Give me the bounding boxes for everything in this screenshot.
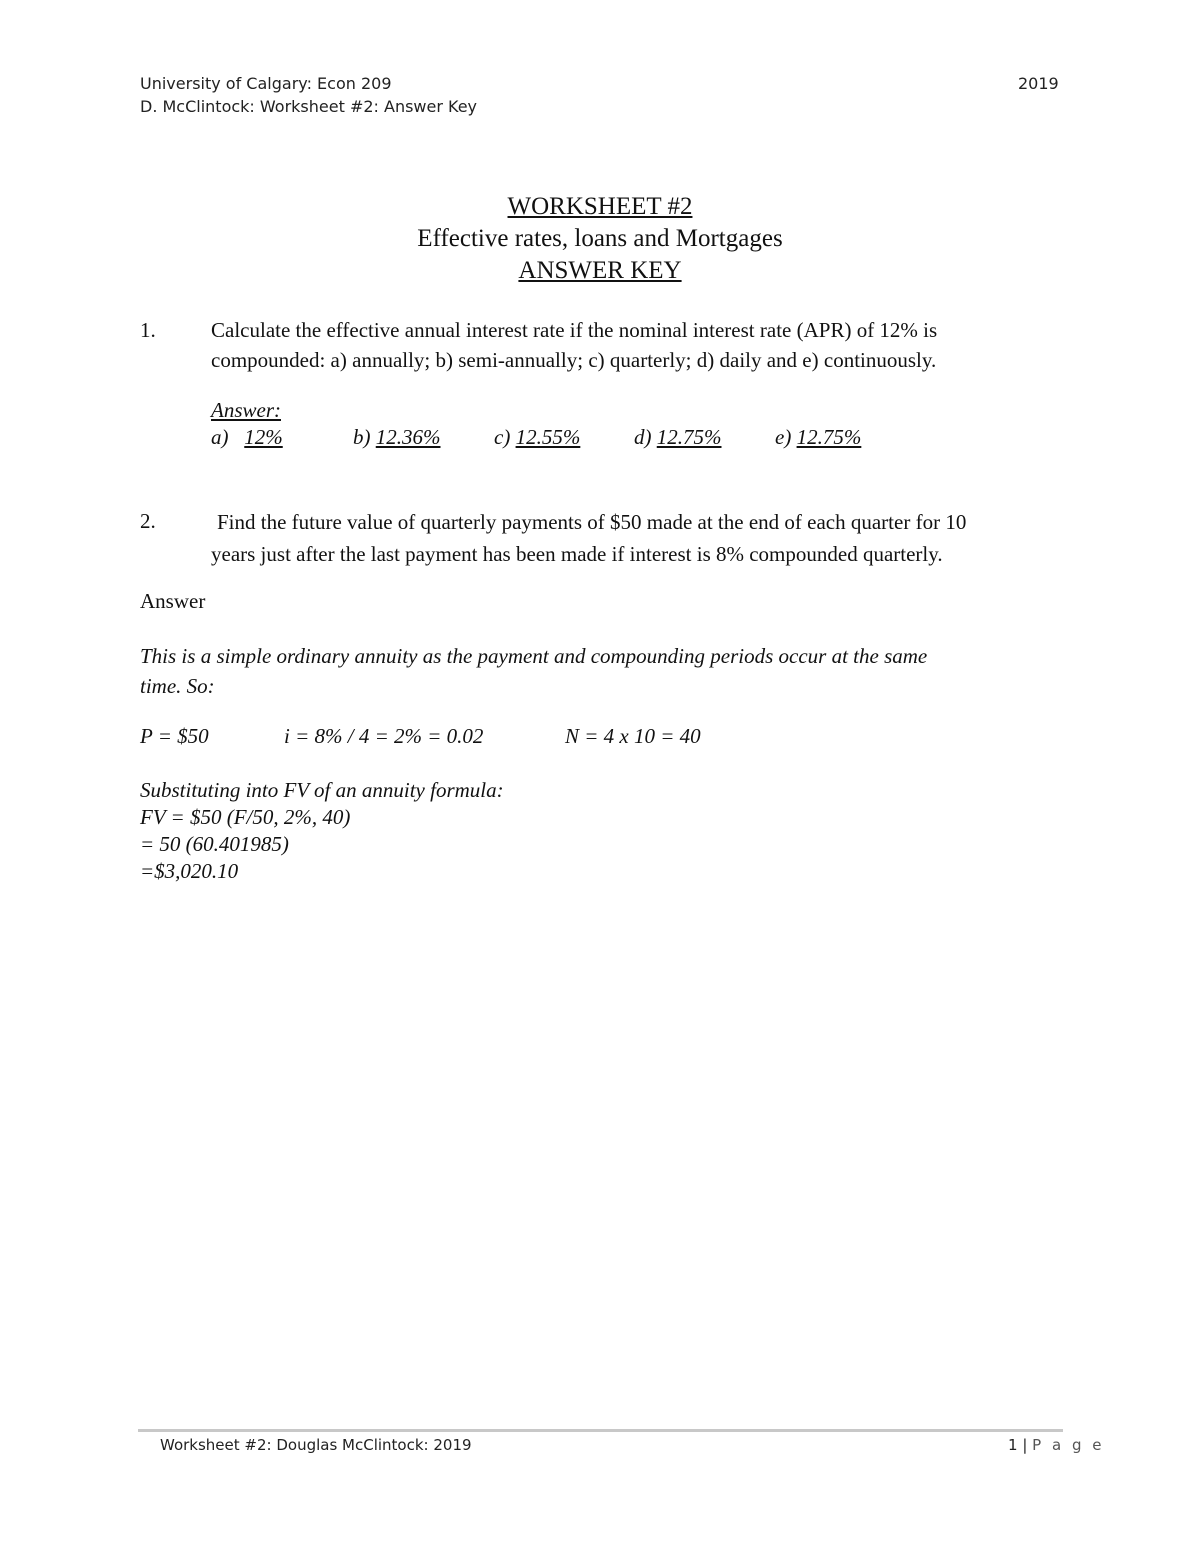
header-year: 2019 xyxy=(1018,74,1059,93)
q1-answer-b xyxy=(353,425,441,450)
q2-substitution-line: Substituting into FV of an annuity formula: xyxy=(140,778,504,802)
footer-separator: | xyxy=(1022,1436,1028,1454)
q2-fv-line3: =$3,020.10 xyxy=(140,859,239,883)
q2-explanation xyxy=(140,641,927,701)
q1-answer-b-prefix: b) xyxy=(353,425,371,449)
q2-payment: P = $50 xyxy=(140,724,209,748)
q1-answer-d-value: 12.75% xyxy=(656,425,722,449)
q1-text xyxy=(211,315,937,375)
footer-page-word: P a g e xyxy=(1032,1436,1105,1454)
q2-fv-line1: FV = $50 (F/50, 2%, 40) xyxy=(140,805,351,829)
q2-interest: i = 8% / 4 = 2% = 0.02 xyxy=(284,724,484,748)
q1-answer-d xyxy=(634,425,722,450)
q1-answer-b-value: 12.36% xyxy=(375,425,441,449)
q1-answer-a-value: 12% xyxy=(244,425,283,449)
footer-page-number: 1 xyxy=(1008,1436,1018,1454)
q2-number: 2. xyxy=(140,509,156,533)
q2-solution xyxy=(140,777,504,885)
footer-divider xyxy=(138,1429,1063,1432)
q2-periods: N = 4 x 10 = 40 xyxy=(565,724,701,748)
q2-text-line2: years just after the last payment has been made if interest is 8% compounded quarterly. xyxy=(211,542,943,566)
answer-key-heading: ANSWER KEY xyxy=(518,257,682,284)
footer-page xyxy=(1008,1436,1104,1454)
q1-answer-a-prefix: a) xyxy=(211,425,229,449)
q1-answer-e xyxy=(775,425,861,450)
q1-answer-c-prefix: c) xyxy=(494,425,511,449)
header-author: D. McClintock: Worksheet #2: Answer Key xyxy=(140,97,478,116)
q1-answer-label: Answer: xyxy=(211,398,281,422)
q1-answer-c-value: 12.55% xyxy=(515,425,581,449)
q2-text xyxy=(211,506,966,570)
q2-explanation-line2: time. So: xyxy=(140,674,215,698)
q2-text-line1: Find the future value of quarterly payments of $50 made at the end of each quarter for 10 xyxy=(217,510,967,534)
q1-answer-d-prefix: d) xyxy=(634,425,652,449)
footer-left: Worksheet #2: Douglas McClintock: 2019 xyxy=(160,1436,472,1454)
worksheet-title: WORKSHEET #2 xyxy=(507,193,693,220)
q1-text-line2: compounded: a) annually; b) semi-annually; c) quarterly; d) daily and e) continuously. xyxy=(211,348,937,372)
q1-answer-e-value: 12.75% xyxy=(796,425,862,449)
q1-answer-a xyxy=(211,425,283,450)
header-course: University of Calgary: Econ 209 xyxy=(140,74,392,93)
q1-answer-c xyxy=(494,425,580,450)
worksheet-subtitle: Effective rates, loans and Mortgages xyxy=(417,225,783,252)
q2-fv-line2: = 50 (60.401985) xyxy=(140,832,289,856)
q1-text-line1: Calculate the effective annual interest rate if the nominal interest rate (APR) of 12% is xyxy=(211,318,938,342)
q1-number: 1. xyxy=(140,318,156,342)
q2-answer-label: Answer xyxy=(140,589,206,613)
q2-explanation-line1: This is a simple ordinary annuity as the payment and compounding periods occur at the same xyxy=(140,644,928,668)
q1-answer-e-prefix: e) xyxy=(775,425,792,449)
